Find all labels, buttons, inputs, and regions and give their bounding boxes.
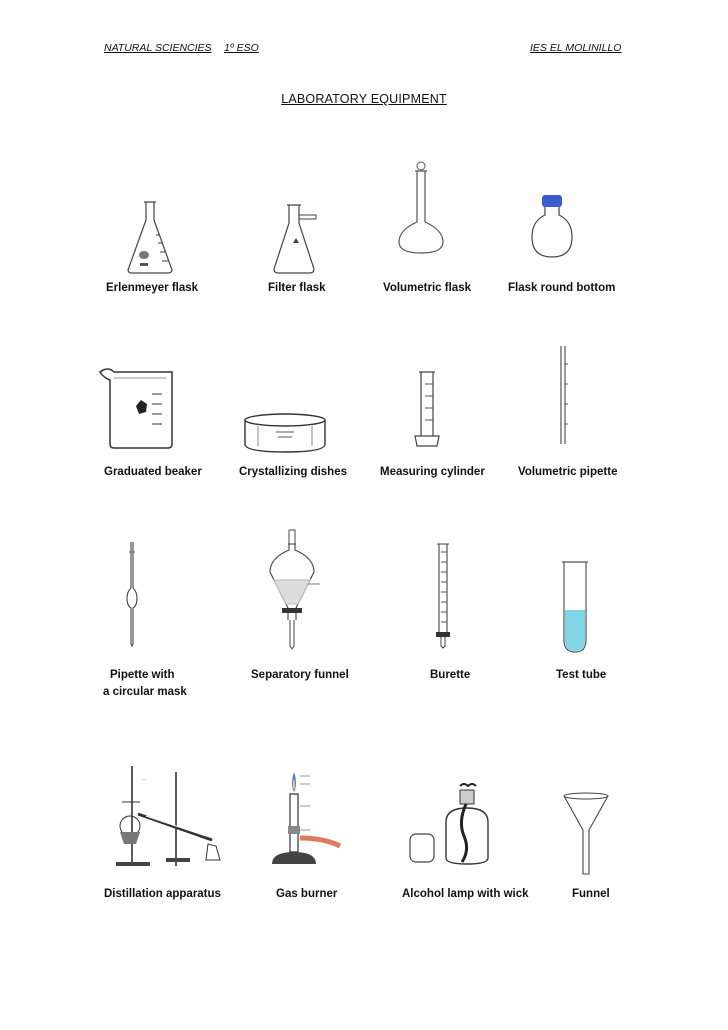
burette-icon [432,542,454,650]
item-label-volumetric-flask: Volumetric flask [383,282,471,294]
item-label-graduated-beaker: Graduated beaker [104,466,202,478]
item-label-gas-burner: Gas burner [276,888,338,900]
item-label-burette: Burette [430,669,471,681]
volumetric-flask-icon [395,160,447,256]
graduated-beaker-icon [96,364,178,450]
svg-text:—: — [142,776,146,781]
volumetric-pipette-icon [556,344,570,448]
item-label-measuring-cylinder: Measuring cylinder [380,466,485,478]
item-label-bulb-pipette-line2: a circular mask [103,686,187,698]
distillation-apparatus-icon [102,762,228,872]
funnel-icon [560,792,612,878]
item-label-erlenmeyer-flask: Erlenmeyer flask [106,282,199,294]
bulb-pipette-icon [126,540,138,648]
item-label-volumetric-pipette: Volumetric pipette [518,466,618,478]
crystallizing-dish-icon [242,412,328,454]
alcohol-lamp-icon [406,782,498,866]
header-course: 1º ESO [224,42,259,54]
header-school: IES EL MOLINILLO [530,42,622,54]
header-subject: NATURAL SCIENCIES [104,42,212,54]
measuring-cylinder-icon [413,370,441,448]
round-bottom-flask-icon [528,193,576,261]
item-label-separatory-funnel: Separatory funnel [251,669,349,681]
item-label-crystallizing-dishes: Crystallizing dishes [239,466,348,478]
filter-flask-icon [268,203,324,275]
item-label-distillation-apparatus: Distillation apparatus [104,888,221,900]
item-label-bulb-pipette: Pipette with [110,669,175,681]
page-title: LABORATORY EQUIPMENT [281,92,447,106]
test-tube-icon [558,558,592,656]
erlenmeyer-flask-icon [120,200,180,275]
separatory-funnel-icon [262,528,342,652]
item-label-filter-flask: Filter flask [268,282,326,294]
item-label-alcohol-lamp: Alcohol lamp with wick [402,888,529,900]
gas-burner-icon [266,768,346,876]
item-label-test-tube: Test tube [556,669,607,681]
item-label-funnel: Funnel [572,888,610,900]
item-label-round-bottom-flask: Flask round bottom [508,282,616,294]
